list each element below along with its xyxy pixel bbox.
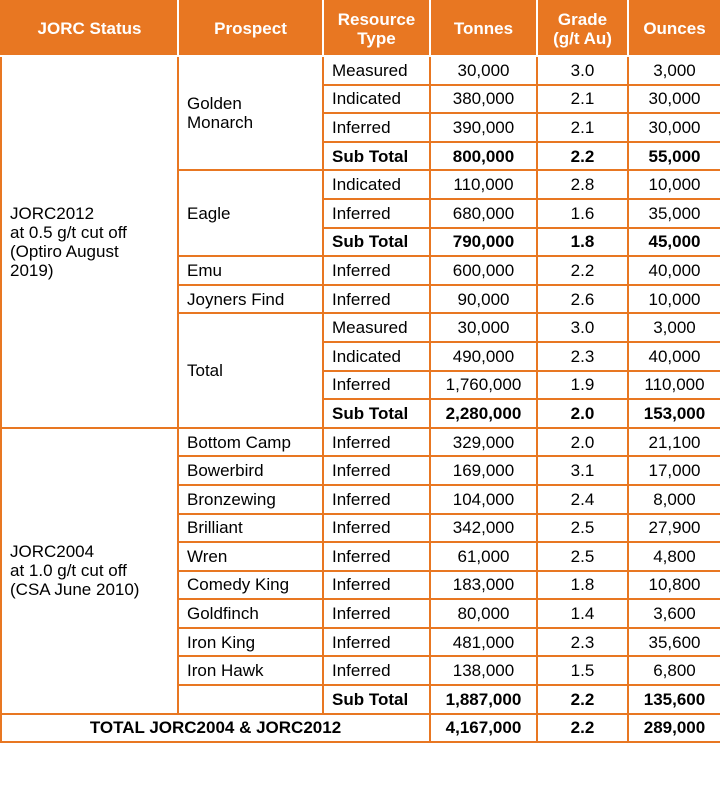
grade-cell: 2.4 — [537, 485, 628, 514]
prospect-cell — [178, 456, 323, 485]
ounces-cell: 4,800 — [628, 542, 720, 571]
prospect-name-line: Wren — [187, 546, 228, 566]
jorc-status-line: JORC2012 — [10, 203, 95, 223]
ounces-cell: 3,000 — [628, 56, 720, 85]
ounces-cell: 8,000 — [628, 485, 720, 514]
resource-type-cell: Sub Total — [323, 142, 430, 171]
resource-type-cell: Inferred — [323, 428, 430, 457]
prospect-cell — [178, 256, 323, 285]
tonnes-cell: 104,000 — [430, 485, 537, 514]
grade-cell: 3.0 — [537, 313, 628, 342]
resource-type-cell: Inferred — [323, 656, 430, 685]
header-jorc-status: JORC Status — [1, 1, 178, 56]
grade-cell: 2.0 — [537, 428, 628, 457]
grand-total-label: TOTAL JORC2004 & JORC2012 — [1, 714, 430, 743]
header-resource-type — [323, 1, 430, 56]
grade-cell: 2.1 — [537, 113, 628, 142]
resource-type-cell: Inferred — [323, 113, 430, 142]
resource-type-cell: Sub Total — [323, 228, 430, 257]
resource-type-cell: Inferred — [323, 514, 430, 543]
jorc-status-line: (Optiro August — [10, 241, 119, 261]
prospect-cell — [178, 170, 323, 256]
tonnes-cell: 600,000 — [430, 256, 537, 285]
prospect-cell — [178, 599, 323, 628]
grade-cell: 2.3 — [537, 342, 628, 371]
ounces-cell: 35,000 — [628, 199, 720, 228]
tonnes-cell: 390,000 — [430, 113, 537, 142]
ounces-cell: 55,000 — [628, 142, 720, 171]
grand-total-row — [1, 714, 720, 743]
ounces-cell: 3,600 — [628, 599, 720, 628]
tonnes-cell: 183,000 — [430, 571, 537, 600]
prospect-name-line: Brilliant — [187, 518, 243, 538]
header-prospect: Prospect — [178, 1, 323, 56]
grade-cell: 1.6 — [537, 199, 628, 228]
header-ounces: Ounces — [628, 1, 720, 56]
ounces-cell: 6,800 — [628, 656, 720, 685]
jorc-status-line: 2019) — [10, 260, 54, 280]
tonnes-cell: 342,000 — [430, 514, 537, 543]
jorc-status-line: at 0.5 g/t cut off — [10, 222, 127, 242]
ounces-cell: 10,000 — [628, 170, 720, 199]
grade-cell: 2.5 — [537, 542, 628, 571]
grade-cell: 2.8 — [537, 170, 628, 199]
prospect-name-line: Comedy King — [187, 575, 290, 595]
prospect-cell — [178, 56, 323, 170]
grade-cell: 2.2 — [537, 256, 628, 285]
ounces-cell: 10,000 — [628, 285, 720, 314]
resource-type-cell: Indicated — [323, 85, 430, 114]
ounces-cell: 17,000 — [628, 456, 720, 485]
resource-type-cell: Inferred — [323, 256, 430, 285]
prospect-cell — [178, 571, 323, 600]
ounces-cell: 35,600 — [628, 628, 720, 657]
prospect-name-line: Goldfinch — [187, 604, 259, 624]
table-row — [1, 428, 720, 457]
header-grade — [537, 1, 628, 56]
jorc-status-line: at 1.0 g/t cut off — [10, 561, 127, 581]
prospect-name-line: Iron Hawk — [187, 661, 264, 681]
ounces-cell: 30,000 — [628, 113, 720, 142]
ounces-cell: 135,600 — [628, 685, 720, 714]
table-row — [1, 56, 720, 85]
ounces-cell: 40,000 — [628, 342, 720, 371]
tonnes-cell: 138,000 — [430, 656, 537, 685]
header-grade-line1: Grade — [557, 9, 608, 29]
header-resource-type-line2: Type — [357, 28, 396, 48]
tonnes-cell: 110,000 — [430, 170, 537, 199]
tonnes-cell: 169,000 — [430, 456, 537, 485]
grade-cell: 2.6 — [537, 285, 628, 314]
prospect-name-line: Total — [187, 361, 223, 381]
resource-type-cell: Indicated — [323, 170, 430, 199]
header-grade-line2: (g/t Au) — [553, 28, 612, 48]
grand-total-grade: 2.2 — [537, 714, 628, 743]
prospect-name-line: Iron King — [187, 632, 256, 652]
prospect-cell — [178, 628, 323, 657]
ounces-cell: 27,900 — [628, 514, 720, 543]
resource-type-cell: Sub Total — [323, 685, 430, 714]
prospect-cell — [178, 285, 323, 314]
prospect-name-line: Bronzewing — [187, 489, 276, 509]
grade-cell: 2.2 — [537, 685, 628, 714]
tonnes-cell: 30,000 — [430, 313, 537, 342]
tonnes-cell: 680,000 — [430, 199, 537, 228]
tonnes-cell: 1,760,000 — [430, 371, 537, 400]
tonnes-cell: 1,887,000 — [430, 685, 537, 714]
prospect-cell — [178, 542, 323, 571]
grand-total-tonnes: 4,167,000 — [430, 714, 537, 743]
ounces-cell: 40,000 — [628, 256, 720, 285]
prospect-name-line: Joyners Find — [187, 289, 285, 309]
grade-cell: 1.4 — [537, 599, 628, 628]
ounces-cell: 110,000 — [628, 371, 720, 400]
jorc-status-cell — [1, 56, 178, 428]
ounces-cell: 3,000 — [628, 313, 720, 342]
header-row — [1, 1, 720, 56]
grade-cell: 1.9 — [537, 371, 628, 400]
prospect-name-line: Emu — [187, 260, 222, 280]
ounces-cell: 21,100 — [628, 428, 720, 457]
prospect-cell — [178, 428, 323, 457]
resource-type-cell: Measured — [323, 313, 430, 342]
ounces-cell: 153,000 — [628, 399, 720, 428]
tonnes-cell: 90,000 — [430, 285, 537, 314]
header-resource-type-line1: Resource — [337, 9, 416, 29]
resource-type-cell: Inferred — [323, 199, 430, 228]
table-body — [1, 56, 720, 742]
jorc-status-line: (CSA June 2010) — [10, 580, 140, 600]
grade-cell: 1.8 — [537, 228, 628, 257]
grade-cell: 1.8 — [537, 571, 628, 600]
resource-type-cell: Inferred — [323, 542, 430, 571]
tonnes-cell: 380,000 — [430, 85, 537, 114]
tonnes-cell: 800,000 — [430, 142, 537, 171]
resource-type-cell: Measured — [323, 56, 430, 85]
prospect-name-line: Bowerbird — [187, 461, 264, 481]
resource-type-cell: Inferred — [323, 285, 430, 314]
grade-cell: 3.0 — [537, 56, 628, 85]
grade-cell: 2.2 — [537, 142, 628, 171]
prospect-cell — [178, 685, 323, 714]
tonnes-cell: 80,000 — [430, 599, 537, 628]
resource-type-cell: Inferred — [323, 628, 430, 657]
jorc-status-line: JORC2004 — [10, 542, 95, 562]
prospect-name-line: Golden — [187, 94, 242, 114]
tonnes-cell: 490,000 — [430, 342, 537, 371]
resource-type-cell: Inferred — [323, 571, 430, 600]
grade-cell: 3.1 — [537, 456, 628, 485]
tonnes-cell: 2,280,000 — [430, 399, 537, 428]
prospect-name-line: Bottom Camp — [187, 432, 291, 452]
resource-type-cell: Inferred — [323, 371, 430, 400]
tonnes-cell: 481,000 — [430, 628, 537, 657]
prospect-name-line: Monarch — [187, 113, 254, 133]
prospect-name-line: Eagle — [187, 203, 231, 223]
tonnes-cell: 61,000 — [430, 542, 537, 571]
grade-cell: 2.0 — [537, 399, 628, 428]
grand-total-ounces: 289,000 — [628, 714, 720, 743]
resource-type-cell: Inferred — [323, 485, 430, 514]
prospect-cell — [178, 514, 323, 543]
grade-cell: 2.3 — [537, 628, 628, 657]
tonnes-cell: 329,000 — [430, 428, 537, 457]
resource-type-cell: Sub Total — [323, 399, 430, 428]
prospect-cell — [178, 485, 323, 514]
prospect-cell — [178, 313, 323, 427]
ounces-cell: 30,000 — [628, 85, 720, 114]
resource-type-cell: Inferred — [323, 599, 430, 628]
ounces-cell: 45,000 — [628, 228, 720, 257]
resource-type-cell: Indicated — [323, 342, 430, 371]
jorc-status-cell — [1, 428, 178, 714]
prospect-cell — [178, 656, 323, 685]
grade-cell: 2.5 — [537, 514, 628, 543]
grade-cell: 1.5 — [537, 656, 628, 685]
header-tonnes: Tonnes — [430, 1, 537, 56]
tonnes-cell: 790,000 — [430, 228, 537, 257]
ounces-cell: 10,800 — [628, 571, 720, 600]
tonnes-cell: 30,000 — [430, 56, 537, 85]
grade-cell: 2.1 — [537, 85, 628, 114]
resource-type-cell: Inferred — [323, 456, 430, 485]
